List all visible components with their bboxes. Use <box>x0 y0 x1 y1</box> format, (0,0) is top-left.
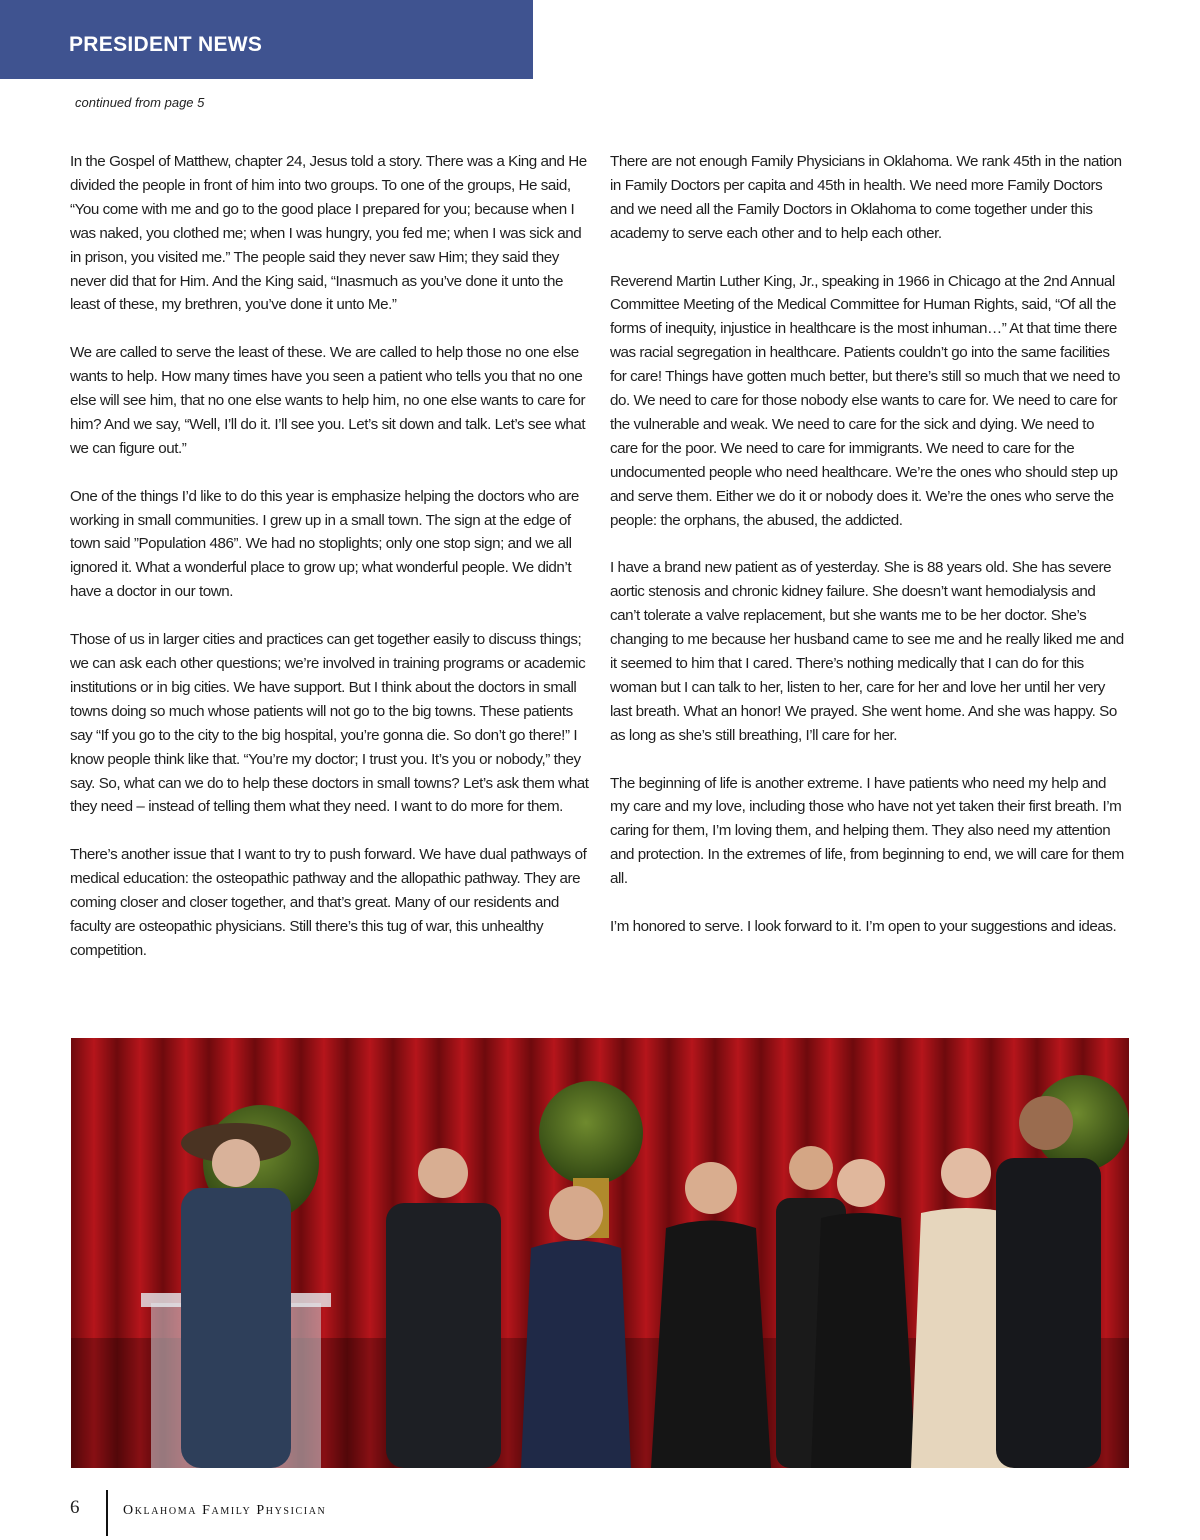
continued-note: continued from page 5 <box>75 95 205 110</box>
paragraph: There are not enough Family Physicians in Oklahoma. We rank 45th in the nation in Family Doctors per capita and 45th in health. We need more Family Doctors and we need all the Family Doctors in Oklahoma to come together under this academy to serve each other and to help each other. <box>610 153 1122 242</box>
paragraph: I’m honored to serve. I look forward to it. I’m open to your suggestions and ideas. <box>610 917 1117 935</box>
article-column-left <box>70 150 590 987</box>
page-number: 6 <box>70 1497 80 1518</box>
footer-divider <box>106 1490 108 1536</box>
paragraph: We are called to serve the least of these. We are called to help those no one else wants to help. How many times have you seen a patient who tells you that no one else will see him, that no one else wants to help him, no one else wants to care for him? And we say, “Well, I’ll do it. I’ll see you. Let’s sit down and talk. Let’s see what we can figure out.” <box>70 344 586 457</box>
paragraph: In the Gospel of Matthew, chapter 24, Jesus told a story. There was a King and He divided the people in front of him into two groups. To one of the groups, He said, “You come with me and go to the good place I prepared for you; because when I was naked, you clothed me; when I was hungry, you fed me; when I was sick and in prison, you visited me.” The people said they never saw Him; they said they never did that for Him. And the King said, “Inasmuch as you’ve done it unto the least of these, my brethren, you’ve done it unto Me.” <box>70 153 587 314</box>
section-title: PRESIDENT NEWS <box>69 33 263 56</box>
paragraph: The beginning of life is another extreme. I have patients who need my help and my care and my love, including those who have not yet taken their first breath. I’m caring for them, I’m loving them, and helping them. They also need my attention and protection. In the extremes of life, from beginning to end, we will care for them all. <box>610 774 1124 888</box>
paragraph: One of the things I’d like to do this year is emphasize helping the doctors who are working in small communities. I grew up in a small town. The sign at the edge of town said ”Population 486”. We had no stoplights; only one stop sign; and we all ignored it. What a wonderful place to grow up; what wonderful people. We didn’t have a doctor in our town. <box>70 487 579 601</box>
group-photo <box>71 1038 1129 1468</box>
paragraph: I have a brand new patient as of yesterday. She is 88 years old. She has severe aortic stenosis and chronic kidney failure. She doesn’t want hemodialysis and can’t tolerate a valve replacement, but she wants me to be her doctor. She’s changing to me because her husband came to see me and he really liked me and it seemed to him that I cared. There’s nothing medically that I can do for this woman but I can talk to her, listen to her, care for her and love her until her very last breath. What an honor! We prayed. She went home. And she was happy. So as long as she’s still breathing, I’ll care for her. <box>610 559 1124 744</box>
section-banner <box>0 0 533 79</box>
paragraph: Those of us in larger cities and practices can get together easily to discuss things; we can ask each other questions; we’re involved in training programs or academic institutions or in big cities. We have support. But I think about the doctors in small towns doing so much whose patients will not go to the big towns. These patients say “If you go to the city to the big hospital, you’re gonna die. So don’t go there!” I know people think like that. “You’re my doctor; I trust you. It’s you or nobody,” they say. So, what can we do to help these doctors in small towns? Let’s ask them what they need – instead of telling them what they need. I want to do more for them. <box>70 631 589 816</box>
article-column-right <box>610 150 1125 963</box>
paragraph: There’s another issue that I want to try to push forward. We have dual pathways of medical education: the osteopathic pathway and the allopathic pathway. They are coming closer and closer together, and that’s great. Many of our residents and faculty are osteopathic physicians. Still there’s this tug of war, this unhealthy competition. <box>70 846 587 959</box>
paragraph: Reverend Martin Luther King, Jr., speaking in 1966 in Chicago at the 2nd Annual Committee Meeting of the Medical Committee for Human Rights, said, “Of all the forms of inequity, injustice in healthcare is the most inhuman…” At that time there was racial segregation in healthcare. Patients couldn’t go into the same facilities for care! Things have gotten much better, but there’s still so much that we need to do. We need to care for those nobody else wants to care for. We need to care for the vulnerable and weak. We need to care for the sick and dying. We need to care for the poor. We need to care for immigrants. We need to care for the undocumented people who need healthcare. We’re the ones who should step up and serve them. Either we do it or nobody does it. We’re the ones who serve the people: the orphans, the abused, the addicted. <box>610 272 1120 529</box>
publication-name: Oklahoma Family Physician <box>123 1503 327 1518</box>
